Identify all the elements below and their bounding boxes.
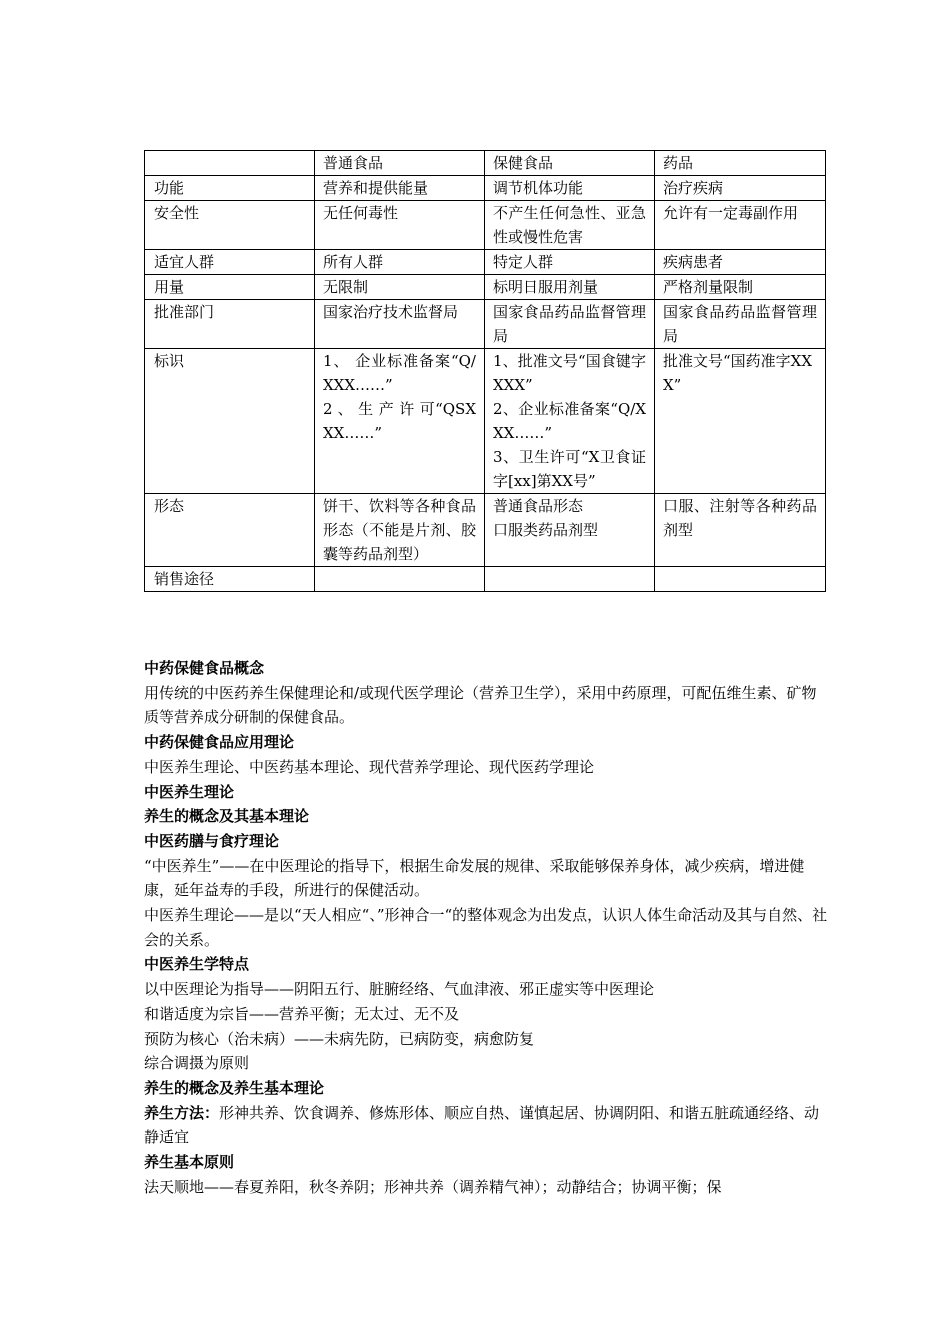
cell-line: 1、 企业标准备案“Q/XXX……” bbox=[323, 352, 476, 394]
row-label: 适宜人群 bbox=[145, 250, 315, 275]
cell-line: 2、企业标准备案“Q/XXX……” bbox=[493, 400, 646, 442]
section-heading: 中药保健食品应用理论 bbox=[144, 733, 295, 752]
row-label: 形态 bbox=[145, 494, 315, 567]
table-cell: 治疗疾病 bbox=[655, 176, 826, 201]
table-cell bbox=[485, 494, 655, 567]
row-label: 功能 bbox=[145, 176, 315, 201]
table-row bbox=[145, 300, 826, 349]
row-label: 销售途径 bbox=[145, 567, 315, 592]
inline-text: 形神共养、饮食调养、修炼形体、顺应自热、谨慎起居、协调阴阳、和谐五脏疏通经络、动静适宜 bbox=[144, 1103, 820, 1147]
list-item: 以中医理论为指导——阴阳五行、脏腑经络、气血津液、邪正虚实等中医理论 bbox=[144, 980, 655, 999]
table-cell: 口服、注射等各种药品剂型 bbox=[655, 494, 826, 567]
paragraph: 法天顺地——春夏养阳，秋冬养阴；形神共养（调养精气神）；动静结合；协调平衡；保 bbox=[144, 1177, 722, 1196]
table-row bbox=[145, 567, 826, 592]
section-heading: 养生的概念及养生基本理论 bbox=[144, 1078, 325, 1097]
table-row bbox=[145, 201, 826, 250]
table-cell: 调节机体功能 bbox=[485, 176, 655, 201]
table-row bbox=[145, 494, 826, 567]
paragraph: 中医养生理论、中医药基本理论、现代营养学理论、现代医药学理论 bbox=[144, 757, 595, 776]
list-item: 预防为核心（治未病）——未病先防，已病防变，病愈防复 bbox=[144, 1029, 535, 1048]
section-heading: 中医养生理论 bbox=[144, 782, 235, 801]
table-header-row bbox=[145, 151, 826, 176]
table-header-cell: 药品 bbox=[655, 151, 826, 176]
cell-line: 普通食品形态 bbox=[493, 497, 584, 515]
table-cell: 不产生任何急性、亚急性或慢性危害 bbox=[485, 201, 655, 250]
table-cell: 饼干、饮料等各种食品形态（不能是片剂、胶囊等药品剂型） bbox=[315, 494, 485, 567]
table-cell: 无任何毒性 bbox=[315, 201, 485, 250]
section-heading: 中医药膳与食疗理论 bbox=[144, 831, 280, 850]
table-cell: 营养和提供能量 bbox=[315, 176, 485, 201]
list-item: 综合调摄为原则 bbox=[144, 1054, 250, 1073]
table-row bbox=[145, 349, 826, 494]
table-header-cell bbox=[145, 151, 315, 176]
table-cell: 国家治疗技术监督局 bbox=[315, 300, 485, 349]
paragraph: “中医养生”——在中医理论的指导下，根据生命发展的规律、采取能够保养身体，减少疾病，增进健康，延年益寿的手段，所进行的保健活动。 bbox=[144, 856, 805, 900]
cell-line: 2 、 生 产 许 可“QSXXX……” bbox=[323, 400, 476, 442]
table-header-cell: 保健食品 bbox=[485, 151, 655, 176]
row-label: 用量 bbox=[145, 275, 315, 300]
table-cell: 国家食品药品监督管理局 bbox=[485, 300, 655, 349]
paragraph: 用传统的中医药养生保健理论和/或现代医学理论（营养卫生学），采用中药原理，可配伍维生素、矿物质等营养成分研制的保健食品。 bbox=[144, 683, 817, 727]
comparison-table bbox=[144, 150, 826, 592]
table-cell: 批准文号“国药准字XXX” bbox=[655, 349, 826, 494]
cell-line: 口服类药品剂型 bbox=[493, 521, 599, 539]
body-text bbox=[144, 656, 828, 1199]
table-cell: 严格剂量限制 bbox=[655, 275, 826, 300]
inline-label: 养生方法： bbox=[144, 1103, 220, 1122]
paragraph bbox=[144, 1101, 828, 1150]
table-cell: 无限制 bbox=[315, 275, 485, 300]
table-row bbox=[145, 250, 826, 275]
table-cell: 允许有一定毒副作用 bbox=[655, 201, 826, 250]
section-heading: 中医养生学特点 bbox=[144, 955, 250, 974]
table-cell: 特定人群 bbox=[485, 250, 655, 275]
cell-line: 3、卫生许可“X卫食证字[xx]第XX号” bbox=[493, 448, 646, 490]
table-cell bbox=[485, 349, 655, 494]
table-cell bbox=[315, 567, 485, 592]
table-cell bbox=[655, 567, 826, 592]
row-label: 安全性 bbox=[145, 201, 315, 250]
table-row bbox=[145, 176, 826, 201]
paragraph: 中医养生理论——是以“天人相应“、”形神合一“的整体观念为出发点，认识人体生命活动及其与自然、社会的关系。 bbox=[144, 906, 828, 949]
cell-line: 1、批准文号“国食键字XXX” bbox=[493, 352, 646, 394]
section-heading: 中药保健食品概念 bbox=[144, 659, 265, 677]
table-row bbox=[145, 275, 826, 300]
table-cell: 所有人群 bbox=[315, 250, 485, 275]
section-heading: 养生基本原则 bbox=[144, 1153, 235, 1172]
table-cell: 疾病患者 bbox=[655, 250, 826, 275]
table-header-cell: 普通食品 bbox=[315, 151, 485, 176]
section-heading: 养生的概念及其基本理论 bbox=[144, 807, 310, 826]
row-label: 标识 bbox=[145, 349, 315, 494]
list-item: 和谐适度为宗旨——营养平衡；无太过、无不及 bbox=[144, 1004, 460, 1023]
table-cell bbox=[315, 349, 485, 494]
table-cell: 标明日服用剂量 bbox=[485, 275, 655, 300]
table-cell: 国家食品药品监督管理局 bbox=[655, 300, 826, 349]
table-cell bbox=[485, 567, 655, 592]
row-label: 批准部门 bbox=[145, 300, 315, 349]
